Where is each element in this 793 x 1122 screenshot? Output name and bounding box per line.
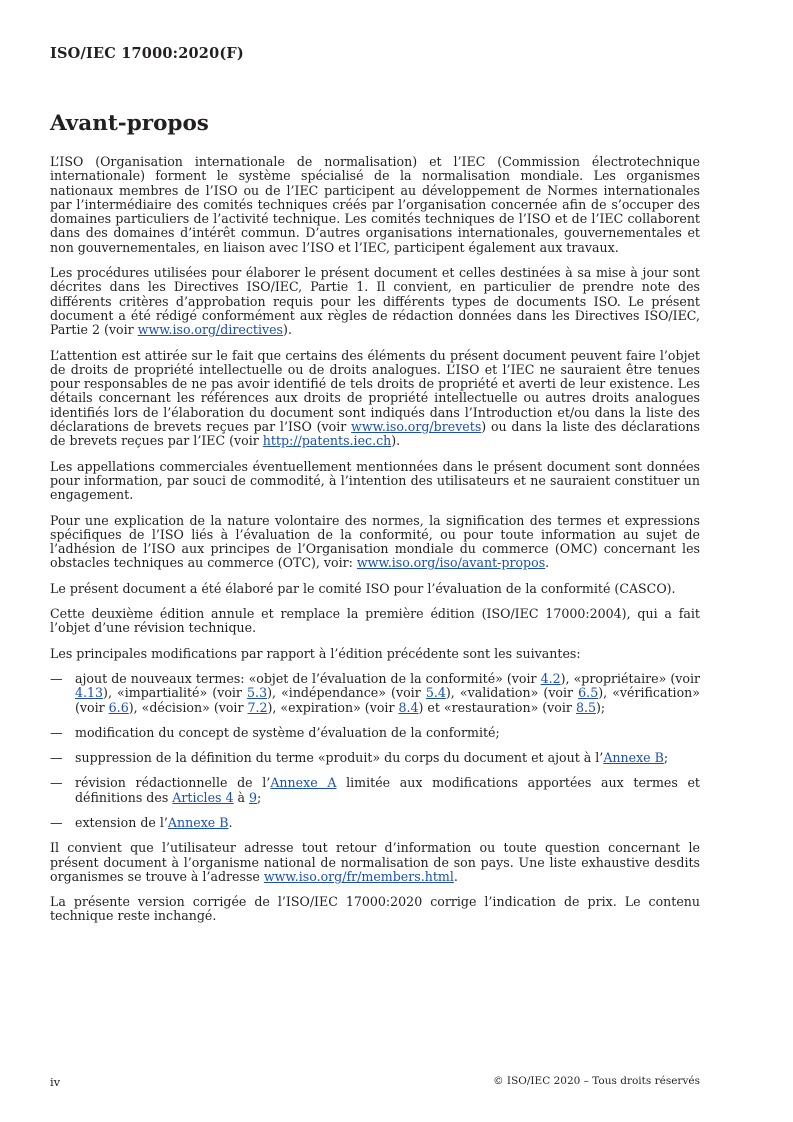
dash-bullet: — [50, 750, 63, 766]
ref-link[interactable]: 6.5 [578, 685, 599, 701]
page-title: Avant-propos [50, 111, 209, 136]
ref-link[interactable]: 5.4 [425, 685, 446, 701]
foreword-link[interactable]: www.iso.org/iso/avant-propos [356, 555, 546, 571]
dash-bullet: — [50, 724, 63, 740]
ref-link[interactable]: 6.6 [108, 699, 129, 715]
ref-link[interactable]: 4.2 [540, 670, 561, 686]
dash-bullet: — [50, 775, 63, 791]
paragraph-trade-names: Les appellations commerciales éventuellement mentionnées dans le présent document sont données pour information, par souci de commodité, à l’intention des utilisateurs et ne sauraient constituer un engagement. [50, 458, 700, 503]
iso-patents-link[interactable]: www.iso.org/brevets [351, 419, 482, 435]
paragraph-patents: L’attention est attirée sur le fait que certains des éléments du présent document peuvent faire l’objet de droits de propriété intellectuelle ou de droits analogues. L’ISO et l’IEC ne sauraient être tenues pour responsables de ne pas avoir identifié de tels droits de propriété et averti de leur existence. Les détails concernant les références aux droits de propriété intellectuelle ou autres droits analogues identifiés lors de l’élaboration du document sont indiqués dans l’Introduction et/ou dans la liste des déclarations de brevets reçues par l’ISO (voir www.iso.org/brevets) ou dans la liste des déclarations de brevets reçues par l’IEC (voir http://patents.iec.ch). [50, 347, 700, 449]
annex-b-link[interactable]: Annexe B [167, 814, 229, 830]
page-number: iv [50, 1075, 61, 1089]
annex-a-link[interactable]: Annexe A [270, 775, 337, 791]
copyright-notice: © ISO/IEC 2020 – Tous droits réservés [493, 1075, 700, 1087]
document-header: ISO/IEC 17000:2020(F) [50, 45, 244, 62]
article-9-link[interactable]: 9 [249, 789, 258, 805]
list-item: — révision rédactionnelle de l’Annexe A limitée aux modifications apportées aux termes et définitions des Articles 4 à 9; [50, 775, 700, 805]
ref-link[interactable]: 5.3 [247, 685, 268, 701]
ref-link[interactable]: 8.5 [575, 699, 596, 715]
paragraph-committee: Le présent document a été élaboré par le comité ISO pour l’évaluation de la conformité (CASCO). [50, 580, 676, 596]
paragraph-voluntary: Pour une explication de la nature volontaire des normes, la signification des termes et expressions spécifiques de l’ISO liés à l’évaluation de la conformité, ou pour toute information au sujet de l’adhésion de l’ISO aux principes de l’Organisation mondiale du commerce (OMC) concernant les obstacles techniques au commerce (OTC), voir: www.iso.org/iso/avant-propos. [50, 512, 700, 571]
ref-link[interactable]: 8.4 [398, 699, 419, 715]
list-item: — modification du concept de système d’évaluation de la conformité; [50, 724, 500, 740]
paragraph-intro: L’ISO (Organisation internationale de normalisation) et l’IEC (Commission électrotechnique internationale) forment le système spécialisé de la normalisation mondiale. Les organismes nationaux membres de l’ISO ou de l’IEC participent au développement de Normes internationales par l’intermédiaire des comités techniques créés par l’organisation concernée afin de s’occuper des domaines particuliers de l’activité technique. Les comités techniques de l’ISO et de l’IEC collaborent dans des domaines d’intérêt commun. D’autres organisations internationales, gouvernementales et non gouvernementales, en liaison avec l’ISO et l’IEC, participent également aux travaux. [50, 154, 700, 255]
ref-link[interactable]: 4.13 [75, 685, 104, 701]
dash-bullet: — [50, 814, 63, 830]
members-link[interactable]: www.iso.org/fr/members.html [263, 868, 454, 884]
list-item: — suppression de la définition du terme «produit» du corps du document et ajout à l’Annexe B; [50, 750, 669, 766]
directives-link[interactable]: www.iso.org/directives [137, 322, 284, 338]
list-item: — ajout de nouveaux termes: «objet de l’évaluation de la conformité» (voir 4.2), «propriétaire» (voir 4.13), «impartialité» (voir 5.3), «indépendance» (voir 5.4), «validation» (voir 6.5), «vérification» (voir 6.6), «décision» (voir 7.2), «expiration» (voir 8.4) et «restauration» (voir 8.5); [50, 670, 700, 715]
paragraph-changes-intro: Les principales modifications par rapport à l’édition précédente sont les suivantes: [50, 645, 581, 661]
document-body [50, 155, 700, 935]
paragraph-procedures: Les procédures utilisées pour élaborer le présent document et celles destinées à sa mise à jour sont décrites dans les Directives ISO/IEC, Partie 1. Il convient, en particulier de prendre note des différents critères d’approbation requis pour les différents types de documents ISO. Le présent document a été rédigé conformément aux règles de rédaction données dans les Directives ISO/IEC, Partie 2 (voir www.iso.org/directives). [50, 265, 700, 338]
dash-bullet: — [50, 670, 63, 686]
paragraph-edition: Cette deuxième édition annule et remplace la première édition (ISO/IEC 17000:2004), qui a fait l’objet d’une révision technique. [50, 606, 700, 636]
paragraph-corrected-version: La présente version corrigée de l’ISO/IEC 17000:2020 corrige l’indication de prix. Le contenu technique reste inchangé. [50, 894, 700, 924]
list-item: — extension de l’Annexe B. [50, 814, 233, 830]
annex-b-link[interactable]: Annexe B [603, 750, 664, 766]
iec-patents-link[interactable]: http://patents.iec.ch [262, 433, 392, 449]
ref-link[interactable]: 7.2 [247, 699, 268, 715]
paragraph-feedback: Il convient que l’utilisateur adresse tout retour d’information ou toute question concernant le présent document à l’organisme national de normalisation de son pays. Une liste exhaustive desdits organismes se trouve à l’adresse www.iso.org/fr/members.html. [50, 840, 700, 884]
articles-4-link[interactable]: Articles 4 [172, 789, 234, 805]
